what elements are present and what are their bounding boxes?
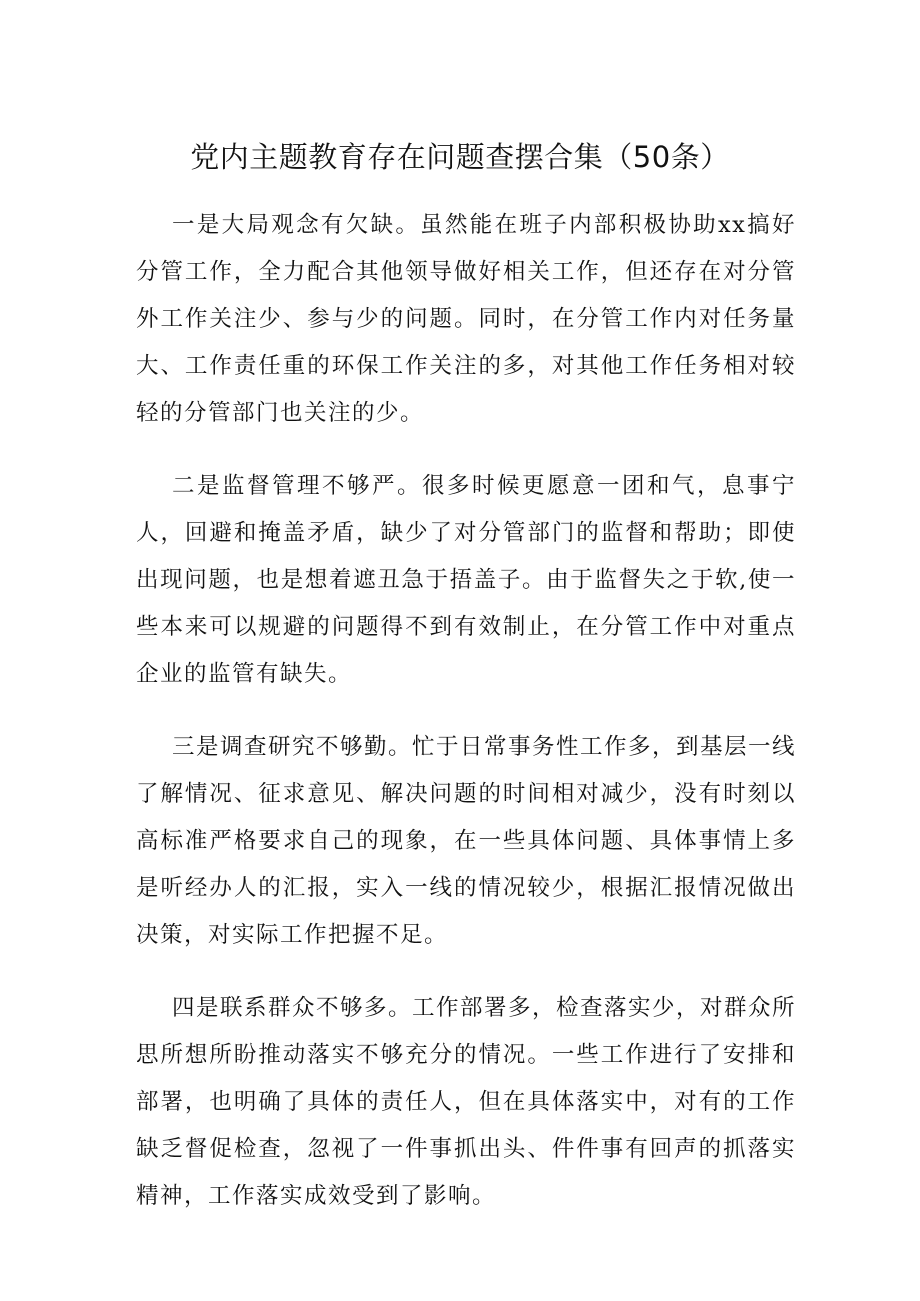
document-body (136, 202, 796, 1246)
document-title: 党内主题教育存在问题查摆合集（50条） (190, 140, 730, 174)
paragraph-4: 四是联系群众不够多。工作部署多，检查落实少，对群众所思所想所盼推动落实不够充分的情况。一些工作进行了安排和部署，也明确了具体的责任人，但在具体落实中，对有的工作缺乏督促检查，忽视了一件事抓出头、件件事有回声的抓落实精神，工作落实成效受到了影响。 (136, 995, 797, 1209)
paragraph-3: 三是调查研究不够勤。忙于日常事务性工作多，到基层一线了解情况、征求意见、解决问题的时间相对减少，没有时刻以高标准严格要求自己的现象，在一些具体问题、具体事情上多是听经办人的汇报，实入一线的情况较少，根据汇报情况做出决策，对实际工作把握不足。 (136, 734, 797, 948)
paragraph-1: 一是大局观念有欠缺。虽然能在班子内部积极协助xx搞好分管工作，全力配合其他领导做好相关工作，但还存在对分管外工作关注少、参与少的问题。同时，在分管工作内对任务量大、工作责任重的环保工作关注的多，对其他工作任务相对较轻的分管部门也关注的少。 (136, 212, 796, 426)
paragraph-2: 二是监督管理不够严。很多时候更愿意一团和气，息事宁人，回避和掩盖矛盾，缺少了对分管部门的监督和帮助；即使出现问题，也是想着遮丑急于捂盖子。由于监督失之于软,使一些本来可以规避的问题得不到有效制止，在分管工作中对重点企业的监管有缺失。 (136, 473, 796, 687)
